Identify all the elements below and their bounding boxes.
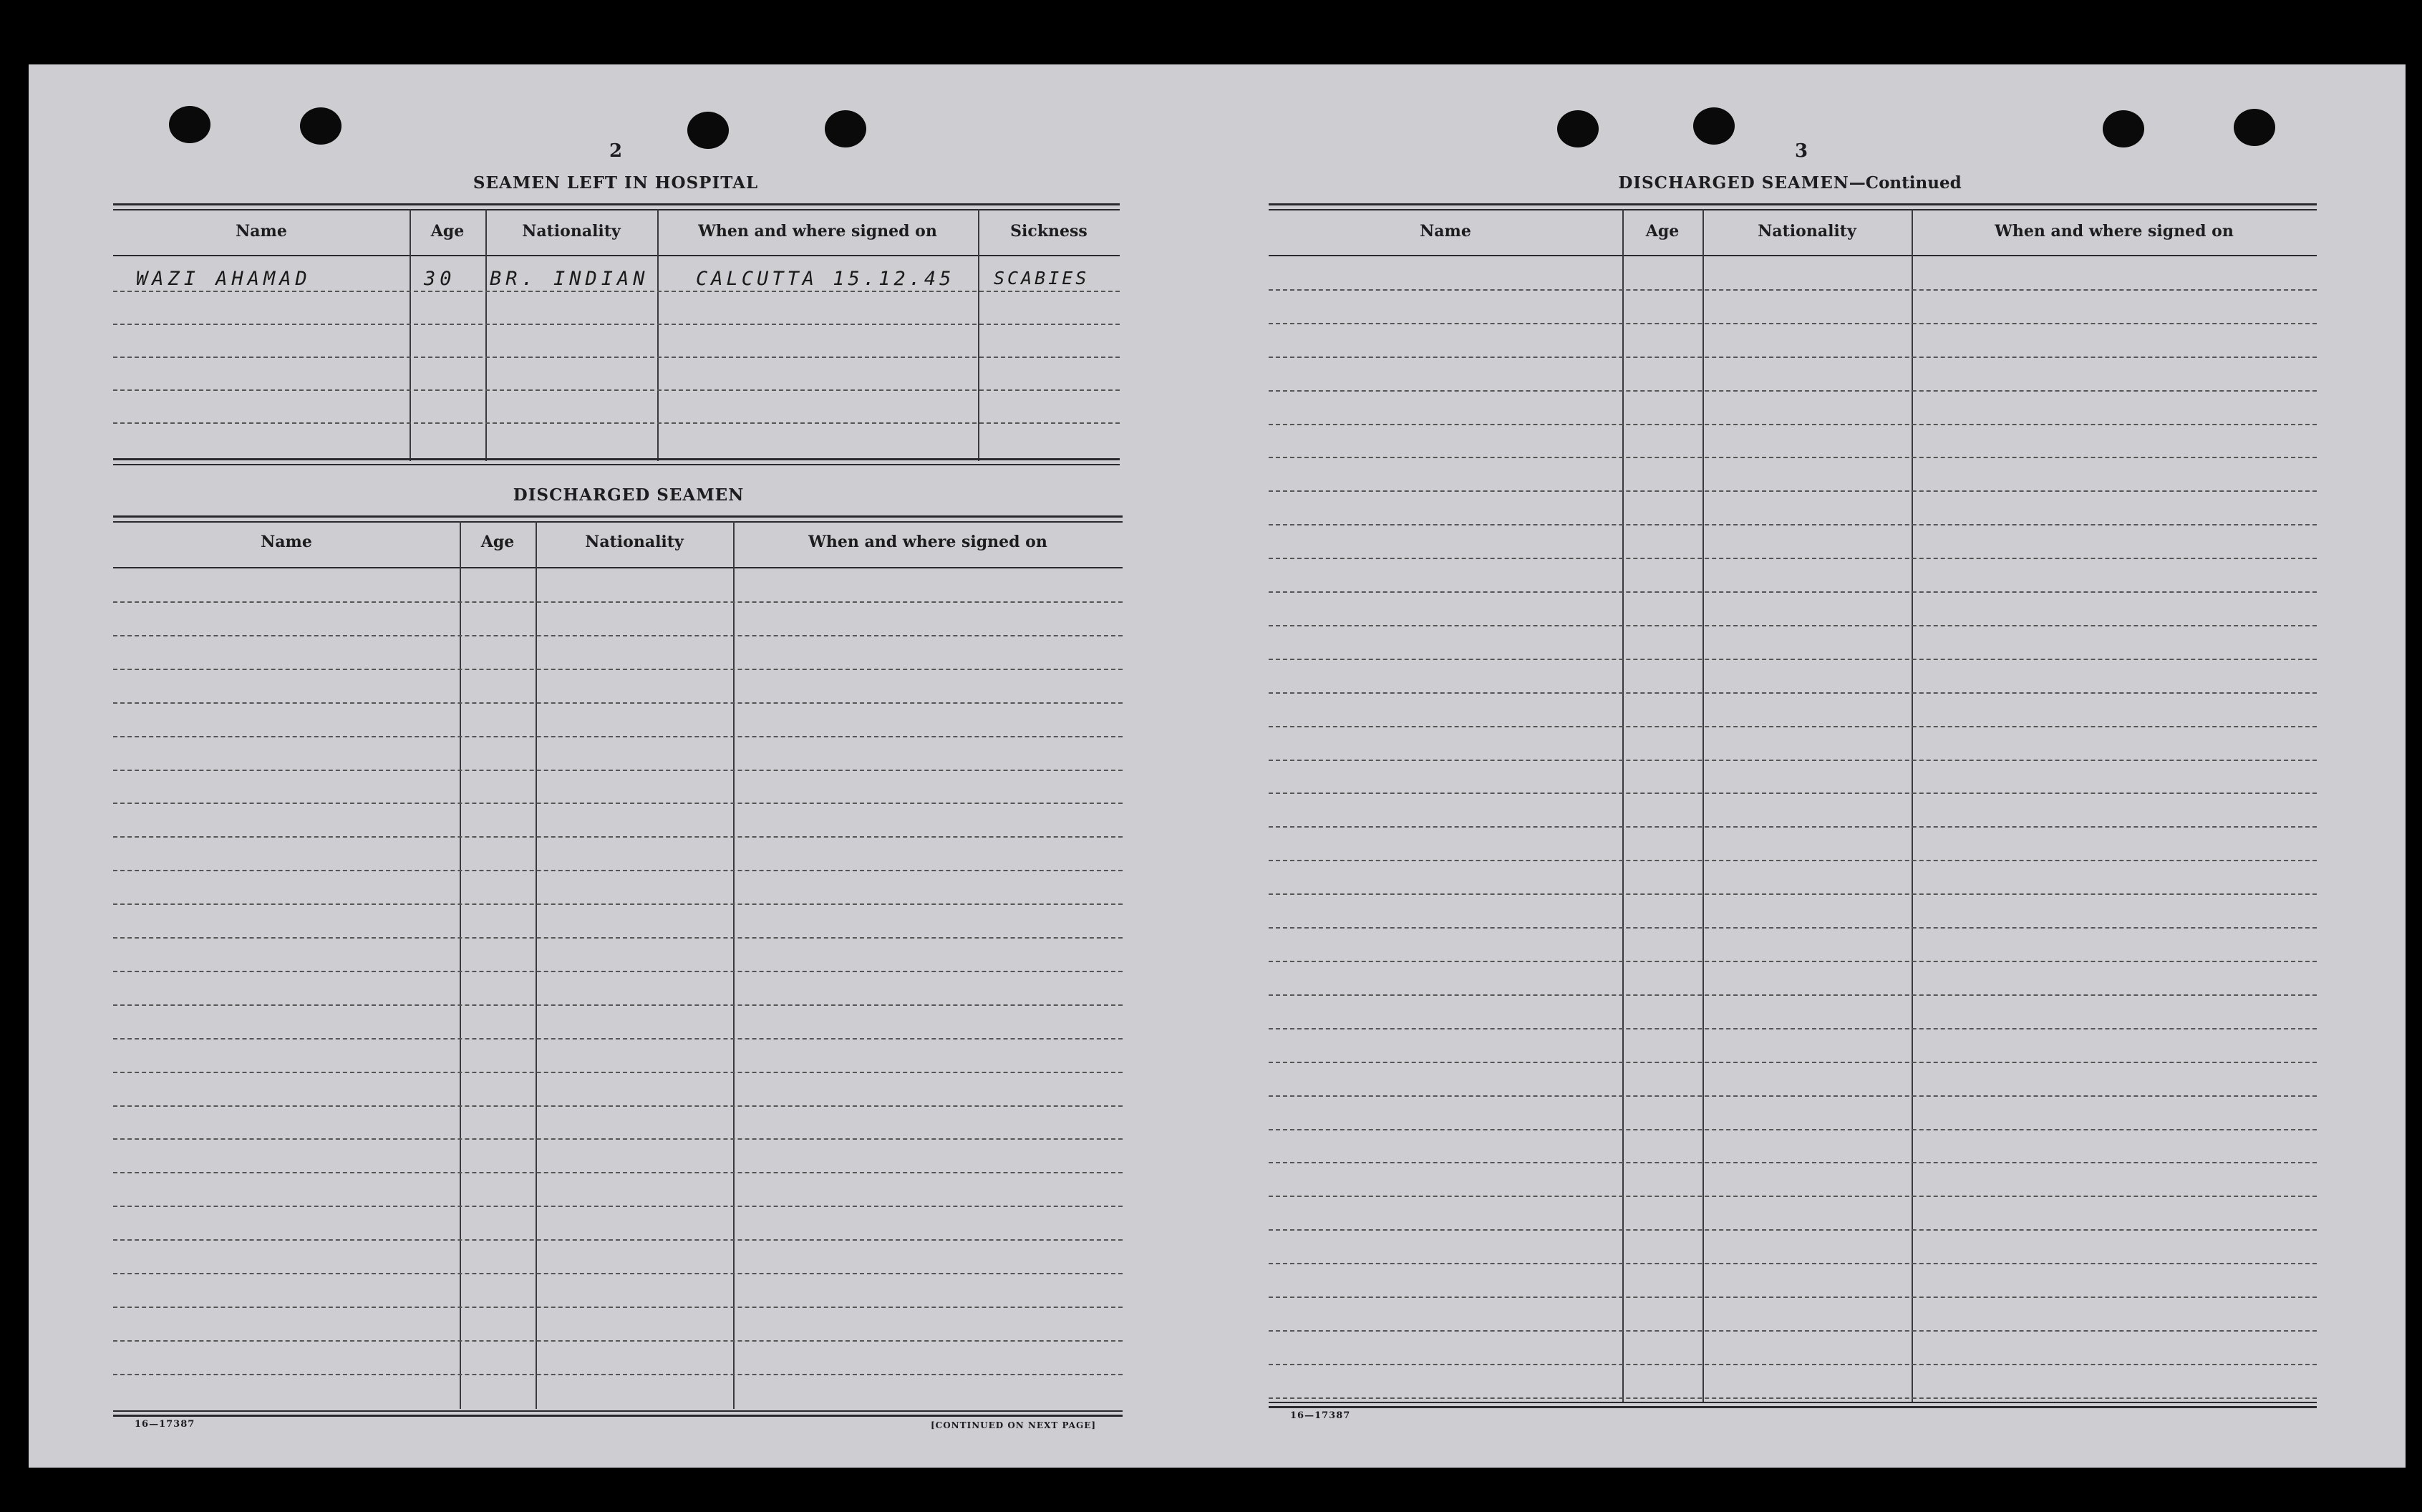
right-col-divider xyxy=(1622,209,1624,1403)
form-row-line xyxy=(1269,390,2317,392)
punch-hole xyxy=(825,110,866,147)
form-row-line xyxy=(113,1172,1123,1173)
form-row-line xyxy=(1269,760,2317,761)
form-row-line xyxy=(1269,927,2317,929)
form-row-line xyxy=(113,1105,1123,1107)
form-row-line xyxy=(113,1340,1123,1342)
form-row-line xyxy=(113,1273,1123,1274)
form-row-line xyxy=(1269,591,2317,593)
form-row-line xyxy=(1269,1297,2317,1298)
form-number-left: 16—17387 xyxy=(135,1419,195,1430)
form-row-line xyxy=(113,937,1123,939)
page-number-right: 3 xyxy=(1794,140,1808,162)
form-row-line xyxy=(113,803,1123,804)
form-row-line xyxy=(113,836,1123,838)
form-row-line xyxy=(1269,289,2317,291)
hospital-bottom-rule xyxy=(113,458,1120,460)
hospital-section-title: SEAMEN LEFT IN HOSPITAL xyxy=(473,173,759,193)
punch-hole xyxy=(300,107,341,145)
hospital-col-nationality: Nationality xyxy=(522,222,621,241)
continued-note: [CONTINUED ON NEXT PAGE] xyxy=(931,1420,1097,1430)
hospital-row-line xyxy=(113,324,1120,325)
form-row-line xyxy=(1269,860,2317,861)
form-row-line xyxy=(113,1239,1123,1241)
right-top-rule-2 xyxy=(1269,209,2317,210)
form-row-line xyxy=(113,736,1123,737)
hospital-row-age: 30 xyxy=(424,268,456,290)
right-col-nationality: Nationality xyxy=(1758,222,1856,241)
right-bottom-rule xyxy=(1269,1402,2317,1403)
hospital-col-signed-on: When and where signed on xyxy=(698,222,937,241)
form-row-line xyxy=(113,601,1123,603)
punch-hole xyxy=(2234,109,2275,146)
form-row-line xyxy=(1269,625,2317,626)
form-row-line xyxy=(1269,1229,2317,1231)
form-row-line xyxy=(1269,558,2317,559)
punch-hole xyxy=(1557,110,1599,147)
discharged-col-divider xyxy=(536,521,537,1409)
discharged-col-divider xyxy=(733,521,735,1409)
form-row-line xyxy=(1269,1095,2317,1097)
form-row-line xyxy=(1269,1162,2317,1163)
form-row-line xyxy=(1269,1263,2317,1264)
form-row-line xyxy=(113,702,1123,704)
discharged-top-rule-2 xyxy=(113,521,1123,523)
discharged-continued-title xyxy=(1568,173,2012,193)
discharged-header-rule xyxy=(113,567,1123,568)
discharged-section-title: DISCHARGED SEAMEN xyxy=(513,485,745,505)
right-top-rule xyxy=(1269,203,2317,205)
discharged-continued-title-suffix: —Continued xyxy=(1849,173,1962,193)
form-row-line xyxy=(113,1374,1123,1375)
document-sheet xyxy=(29,64,2406,1468)
hospital-row-line xyxy=(113,389,1120,391)
discharged-col-divider xyxy=(460,521,461,1409)
hospital-row-line xyxy=(113,422,1120,424)
hospital-row-sickness: SCABIES xyxy=(994,268,1090,289)
right-col-divider xyxy=(1912,209,1913,1403)
form-row-line xyxy=(1269,793,2317,794)
form-row-line xyxy=(1269,961,2317,962)
form-row-line xyxy=(1269,1397,2317,1399)
hospital-row-line xyxy=(113,291,1120,292)
form-number-right: 16—17387 xyxy=(1290,1410,1351,1421)
form-row-line xyxy=(113,1004,1123,1006)
form-row-line xyxy=(113,1307,1123,1308)
punch-hole xyxy=(687,112,729,149)
form-row-line xyxy=(1269,1196,2317,1197)
punch-hole xyxy=(2103,110,2144,147)
hospital-top-rule-2 xyxy=(113,209,1120,210)
discharged-continued-title-main: DISCHARGED SEAMEN xyxy=(1618,173,1849,193)
form-row-line xyxy=(113,870,1123,871)
form-row-line xyxy=(113,635,1123,636)
right-col-divider xyxy=(1702,209,1704,1403)
form-row-line xyxy=(1269,457,2317,458)
hospital-row-name: WAZI AHAMAD xyxy=(136,268,311,290)
form-row-line xyxy=(113,1038,1123,1040)
form-row-line xyxy=(113,1206,1123,1207)
form-row-line xyxy=(113,770,1123,771)
form-row-line xyxy=(1269,524,2317,525)
punch-hole xyxy=(1693,107,1735,145)
discharged-bottom-rule-2 xyxy=(113,1415,1123,1417)
form-row-line xyxy=(113,971,1123,972)
right-col-name: Name xyxy=(1420,222,1471,241)
form-row-line xyxy=(1269,1330,2317,1332)
discharged-col-signed-on: When and where signed on xyxy=(808,533,1047,551)
punch-hole xyxy=(169,106,210,143)
right-bottom-rule-2 xyxy=(1269,1406,2317,1408)
hospital-col-age: Age xyxy=(430,222,465,241)
discharged-col-nationality: Nationality xyxy=(585,533,684,551)
hospital-header-rule xyxy=(113,255,1120,256)
discharged-top-rule xyxy=(113,515,1123,518)
hospital-row-line xyxy=(113,357,1120,358)
form-row-line xyxy=(1269,357,2317,358)
discharged-col-age: Age xyxy=(480,533,515,551)
form-row-line xyxy=(1269,490,2317,492)
form-row-line xyxy=(113,669,1123,670)
hospital-col-sickness: Sickness xyxy=(1010,222,1088,241)
discharged-col-name: Name xyxy=(261,533,312,551)
hospital-row-signed-on: CALCUTTA 15.12.45 xyxy=(696,268,955,290)
hospital-top-rule xyxy=(113,203,1120,205)
form-row-line xyxy=(1269,692,2317,694)
form-row-line xyxy=(1269,1062,2317,1063)
form-row-line xyxy=(1269,1129,2317,1130)
form-row-line xyxy=(1269,659,2317,660)
form-row-line xyxy=(1269,826,2317,828)
form-row-line xyxy=(1269,994,2317,996)
hospital-col-name: Name xyxy=(236,222,287,241)
form-row-line xyxy=(1269,1028,2317,1029)
discharged-bottom-rule xyxy=(113,1410,1123,1412)
hospital-bottom-rule-2 xyxy=(113,464,1120,465)
form-row-line xyxy=(113,1138,1123,1140)
form-row-line xyxy=(1269,893,2317,895)
form-row-line xyxy=(1269,424,2317,425)
page-number-left: 2 xyxy=(609,140,623,162)
form-row-line xyxy=(1269,1364,2317,1365)
hospital-row-nationality: BR. INDIAN xyxy=(490,268,649,290)
right-header-rule xyxy=(1269,255,2317,256)
form-row-line xyxy=(1269,726,2317,727)
right-col-age: Age xyxy=(1645,222,1680,241)
form-row-line xyxy=(113,903,1123,905)
form-row-line xyxy=(1269,323,2317,324)
form-row-line xyxy=(113,1072,1123,1073)
right-col-signed-on: When and where signed on xyxy=(1995,222,2234,241)
